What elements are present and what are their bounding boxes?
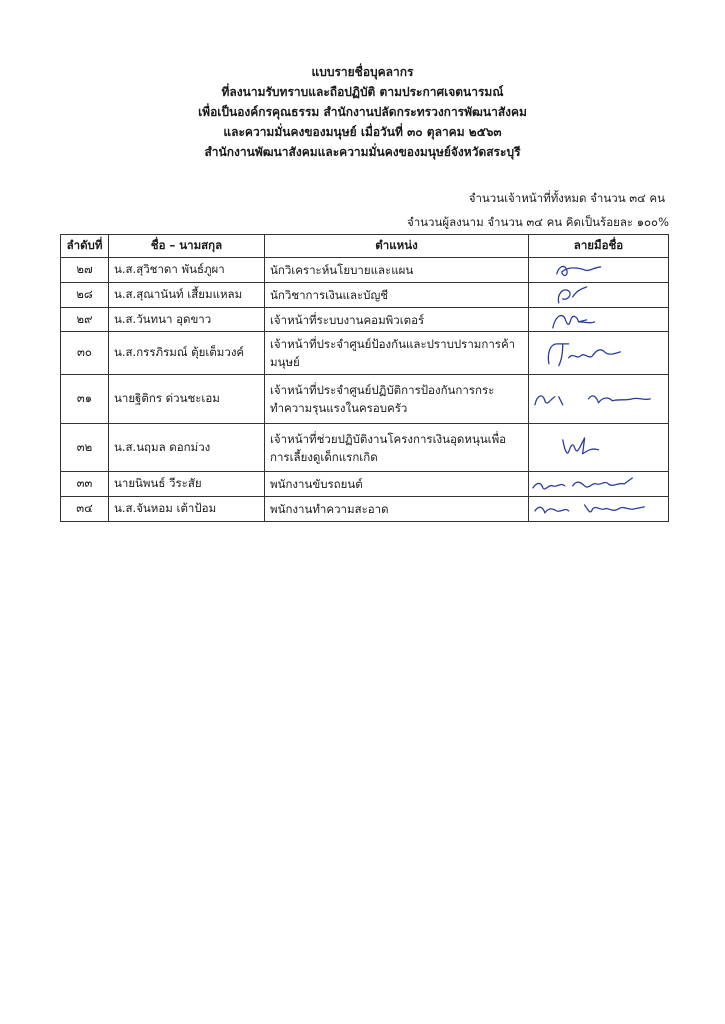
table-header-row <box>61 235 669 258</box>
table-row <box>61 423 669 472</box>
signature-image <box>529 258 669 283</box>
table-row <box>61 332 669 375</box>
staff-signature-table <box>60 234 669 522</box>
row-name: น.ส.กรรภิรมณ์ ตุ้ยเต็มวงค์ <box>109 332 265 375</box>
row-position: พนักงานขับรถยนต์ <box>265 472 529 497</box>
row-position: นักวิเคราะห์นโยบายและแผน <box>265 258 529 283</box>
row-no: ๓๑ <box>61 375 109 424</box>
signature-image <box>529 307 669 332</box>
row-name: น.ส.สุณานันท์ เสี้ยมแหลม <box>109 282 265 307</box>
signature-image <box>529 332 669 375</box>
row-no: ๒๗ <box>61 258 109 283</box>
signature-image <box>529 375 669 424</box>
table-row <box>61 307 669 332</box>
row-position: เจ้าหน้าที่ช่วยปฏิบัติงานโครงการเงินอุดหนุนเพื่อการเลี้ยงดูเด็กแรกเกิด <box>265 423 529 472</box>
table-row <box>61 472 669 497</box>
signer-count: จำนวนผู้ลงนาม จำนวน ๓๔ คน คิดเป็นร้อยละ ๑๐๐% <box>406 215 669 229</box>
row-position: พนักงานทำความสะอาด <box>265 497 529 522</box>
row-no: ๓๔ <box>61 497 109 522</box>
row-position: นักวิชาการเงินและบัญชี <box>265 282 529 307</box>
row-name: น.ส.นฤมล ดอกม่วง <box>109 423 265 472</box>
row-no: ๓๐ <box>61 332 109 375</box>
header-name: ชื่อ – นามสกุล <box>109 235 265 258</box>
heading-line-2: ที่ลงนามรับทราบและถือปฏิบัติ ตามประกาศเจตนารมณ์ <box>221 85 504 99</box>
header-no: ลำดับที่ <box>61 235 109 258</box>
row-name: นายฐิติกร ด่วนชะเอม <box>109 375 265 424</box>
total-staff-count: จำนวนเจ้าหน้าที่ทั้งหมด จำนวน ๓๔ คน <box>468 191 665 205</box>
header-position: ตำแหน่ง <box>265 235 529 258</box>
heading-line-5: สำนักงานพัฒนาสังคมและความมั่นคงของมนุษย์จังหวัดสระบุรี <box>204 145 521 159</box>
row-position: เจ้าหน้าที่ประจำศูนย์ปฏิบัติการป้องกันการกระทำความรุนแรงในครอบครัว <box>265 375 529 424</box>
header-signature: ลายมือชื่อ <box>529 235 669 258</box>
row-no: ๓๓ <box>61 472 109 497</box>
heading-line-1: แบบรายชื่อบุคลากร <box>311 65 414 79</box>
document-heading <box>0 62 725 162</box>
signature-image <box>529 472 669 497</box>
table-row <box>61 375 669 424</box>
row-name: น.ส.จันหอม เต้าป้อม <box>109 497 265 522</box>
row-name: น.ส.วันทนา อุดขาว <box>109 307 265 332</box>
row-name: น.ส.สุวิชาดา พันธ์ภูผา <box>109 258 265 283</box>
heading-line-3: เพื่อเป็นองค์กรคุณธรรม สำนักงานปลัดกระทรวงการพัฒนาสังคม <box>198 105 527 119</box>
signature-image <box>529 282 669 307</box>
row-no: ๒๙ <box>61 307 109 332</box>
row-position: เจ้าหน้าที่ประจำศูนย์ป้องกันและปราบปรามการค้ามนุษย์ <box>265 332 529 375</box>
row-no: ๓๒ <box>61 423 109 472</box>
row-name: นายนิพนธ์ วีระสัย <box>109 472 265 497</box>
row-no: ๒๘ <box>61 282 109 307</box>
table-row <box>61 282 669 307</box>
row-position: เจ้าหน้าที่ระบบงานคอมพิวเตอร์ <box>265 307 529 332</box>
signature-image <box>529 423 669 472</box>
table-row <box>61 258 669 283</box>
table-row <box>61 497 669 522</box>
heading-line-4: และความมั่นคงของมนุษย์ เมื่อวันที่ ๓๐ ตุลาคม ๒๕๖๓ <box>223 125 502 139</box>
signature-image <box>529 497 669 522</box>
